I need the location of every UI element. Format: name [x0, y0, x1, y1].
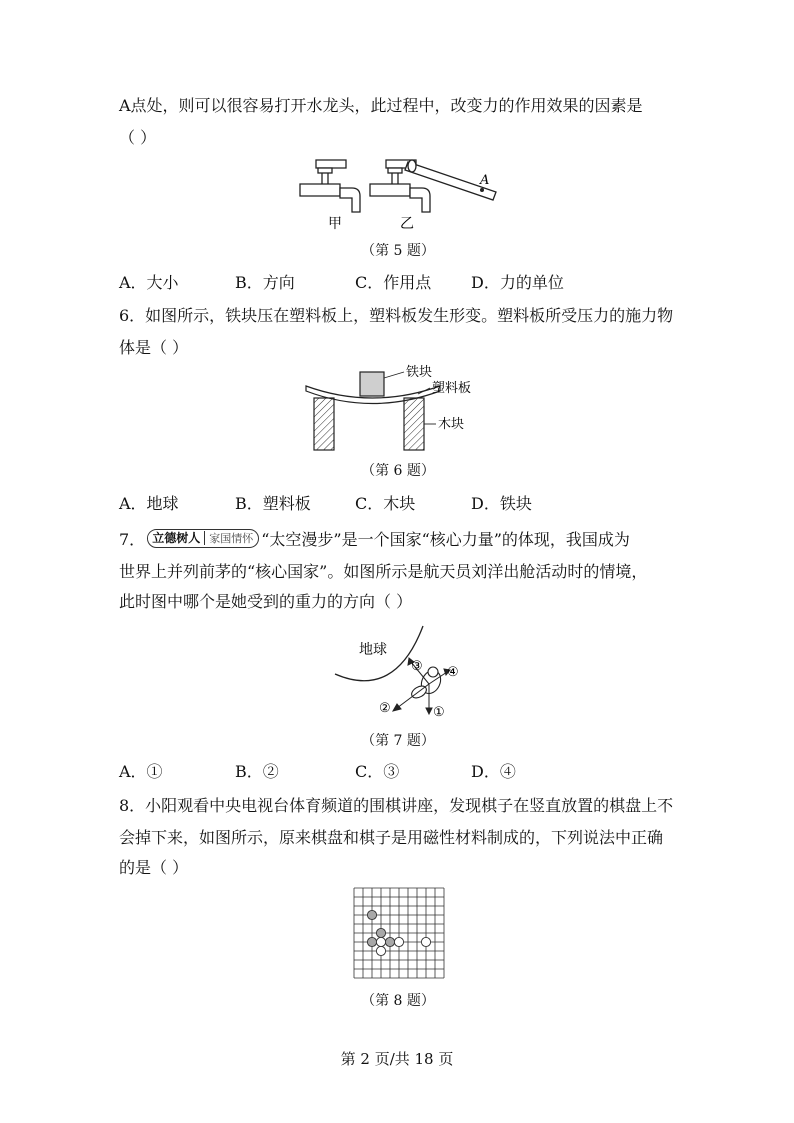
q7-arrow-label-3: ③ — [411, 659, 423, 674]
q6-option-b[interactable]: B．塑料板 — [235, 494, 311, 513]
q7-option-b[interactable]: B．② — [235, 762, 279, 781]
q5-option-d[interactable]: D．力的单位 — [471, 273, 564, 292]
q6-label-plastic: 塑料板 — [432, 381, 472, 396]
gray-stone — [376, 928, 385, 937]
q7-option-d[interactable]: D．④ — [471, 762, 516, 781]
q8-text-line2: 会掉下来，如图所示，原来棋盘和棋子是用磁性材料制成的，下列说法中正确 — [119, 828, 664, 847]
q5-text-line2: （ ） — [119, 128, 157, 147]
q6-option-c[interactable]: C．木块 — [355, 494, 416, 513]
q7-arrow-label-4: ④ — [447, 665, 459, 680]
q7-text-line1 — [119, 530, 630, 550]
q7-text-line2: 世界上并列前茅的“核心国家”。如图所示是航天员刘洋出舱活动时的情境， — [119, 562, 648, 581]
q6-iron-block-figure — [300, 360, 500, 455]
q8-caption: （第 8 题） — [361, 993, 435, 1009]
q7-arrow-label-2: ② — [379, 701, 391, 716]
q6-caption: （第 6 题） — [361, 463, 435, 479]
q6-option-d[interactable]: D．铁块 — [471, 494, 532, 513]
q6-text-line2: 体是（ ） — [119, 338, 189, 357]
q5-label-a: A — [480, 173, 490, 188]
q5-option-c[interactable]: C．作用点 — [355, 273, 432, 292]
q5-option-b[interactable]: B．方向 — [235, 273, 295, 292]
gray-stone — [367, 937, 376, 946]
page-footer: 第 2 页/共 18 页 — [340, 1050, 454, 1068]
q6-label-wood: 木块 — [438, 417, 465, 432]
q7-number: 7． — [119, 530, 146, 549]
q5-label-jia: 甲 — [328, 216, 342, 232]
q7-badge — [147, 529, 259, 548]
q8-go-board — [350, 884, 450, 984]
q7-badge-main: 立德树人 — [148, 531, 205, 545]
q5-label-yi: 乙 — [400, 216, 414, 232]
white-stone — [394, 937, 403, 946]
q6-text-line1: 6．如图所示，铁块压在塑料板上，塑料板发生形变。塑料板所受压力的施力物 — [119, 306, 674, 325]
q5-faucet-figure — [290, 152, 510, 234]
q7-option-c[interactable]: C．③ — [355, 762, 400, 781]
q6-label-iron: 铁块 — [406, 365, 433, 380]
q7-text-line1-rest: “太空漫步”是一个国家“核心力量”的体现，我国成为 — [261, 530, 630, 549]
q7-badge-sub: 家国情怀 — [209, 532, 254, 545]
gray-stone — [367, 910, 376, 919]
q7-text-line3: 此时图中哪个是她受到的重力的方向（ ） — [119, 592, 413, 611]
q8-text-line1: 8．小阳观看中央电视台体育频道的围棋讲座，发现棋子在竖直放置的棋盘上不 — [119, 796, 674, 815]
gray-stone — [385, 937, 394, 946]
q7-option-a[interactable]: A．① — [119, 762, 163, 781]
white-stone — [421, 937, 430, 946]
q7-label-earth: 地球 — [359, 642, 387, 658]
white-stone — [376, 937, 385, 946]
q6-option-a[interactable]: A．地球 — [119, 494, 179, 513]
q7-caption: （第 7 题） — [361, 733, 435, 749]
q5-text-line1: A点处，则可以很容易打开水龙头，此过程中，改变力的作用效果的因素是 — [119, 96, 643, 115]
q7-arrow-label-1: ① — [433, 705, 445, 720]
q5-option-a[interactable]: A．大小 — [119, 273, 179, 292]
q8-text-line3: 的是（ ） — [119, 858, 189, 877]
white-stone — [376, 946, 385, 955]
q5-caption: （第 5 题） — [361, 243, 435, 259]
q7-astronaut-figure — [325, 620, 475, 720]
